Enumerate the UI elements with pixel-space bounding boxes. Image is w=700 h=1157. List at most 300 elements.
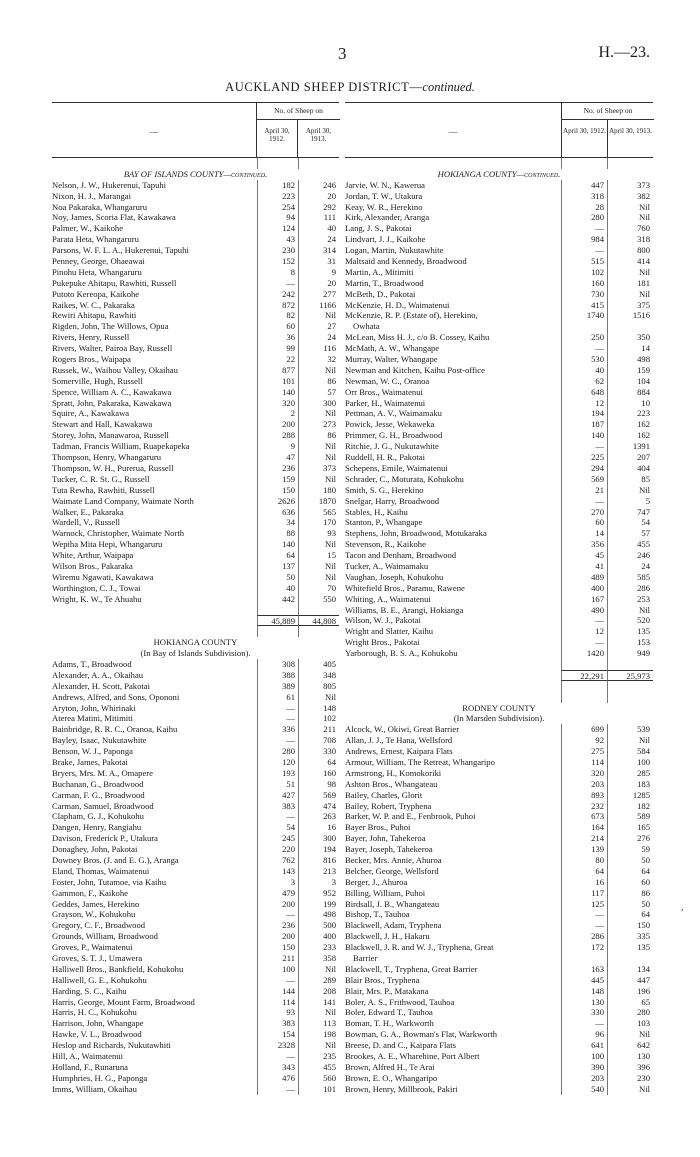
sheep-1913-cell: 135: [607, 942, 653, 953]
sheep-1913-cell: 44,808: [298, 615, 339, 626]
sheep-1912-cell: 203: [561, 1073, 607, 1084]
table-row: [345, 496, 653, 507]
sheep-1912-cell: [561, 681, 607, 692]
table-row: [345, 485, 653, 496]
date-1913-header: April 30, 1913.: [607, 119, 653, 157]
table-row: [345, 256, 653, 267]
sheep-1913-cell: 198: [298, 1029, 339, 1040]
owner-name: Bryers, Mrs. M. A., Omapere: [52, 767, 153, 778]
sheep-1913-cell: 199: [298, 899, 339, 910]
table-row: [345, 594, 653, 605]
sheep-1912-cell: 43: [257, 234, 298, 245]
margin-mark: ,: [681, 902, 684, 912]
owner-name: Geddes, James, Herekino: [52, 898, 140, 909]
table-row: [345, 202, 653, 213]
total-row: [52, 615, 339, 626]
sheep-1913-cell: 273: [298, 419, 339, 430]
sheep-1912-cell: 200: [257, 931, 298, 942]
sheep-1912-cell: 336: [257, 724, 298, 735]
sheep-1912-cell: 254: [257, 202, 298, 213]
sheep-1913-cell: 1166: [298, 300, 339, 311]
owner-name: Lang, J. S., Pakotai: [345, 223, 412, 234]
owner-name: Spence, William A. C., Kawakawa: [52, 386, 172, 397]
owner-name: Foster, John, Tutamoe, via Kaihu: [52, 876, 167, 887]
sheep-1913-cell: 40: [298, 223, 339, 234]
sheep-1912-cell: 16: [561, 877, 607, 888]
table-row: [345, 844, 653, 855]
sheep-1912-cell: —: [257, 713, 298, 724]
table-row: [52, 605, 339, 616]
sheep-1913-cell: 447: [607, 975, 653, 986]
table-row: [52, 855, 339, 866]
table-row: [52, 430, 339, 441]
table-row: [345, 626, 653, 637]
date-1912-header: April 30, 1912.: [256, 119, 297, 157]
sheep-1912-cell: 232: [561, 801, 607, 812]
right-table-body: [345, 158, 653, 1095]
left-table-header: [52, 102, 339, 158]
sheep-1913-cell: 373: [607, 180, 653, 191]
table-row: [345, 376, 653, 387]
sheep-1913-cell: 54: [607, 517, 653, 528]
sheep-1912-cell: 34: [257, 517, 298, 528]
sheep-1913-cell: 64: [298, 757, 339, 768]
name-column-header: —: [149, 126, 159, 136]
sheep-1912-cell: 140: [561, 430, 607, 441]
owner-name: Somerville, Hugh, Russell: [52, 375, 143, 386]
sheep-1912-cell: —: [561, 920, 607, 931]
sheep-1912-cell: 80: [561, 855, 607, 866]
sheep-1912-cell: 383: [257, 801, 298, 812]
sheep-1912-cell: 515: [561, 256, 607, 267]
section-heading: [345, 169, 653, 180]
owner-name: Noa Pakaraka, Whangaruru: [52, 201, 148, 212]
sheep-1912-cell: 28: [561, 202, 607, 213]
sheep-1913-cell: Nil: [298, 1007, 339, 1018]
owner-name: Raikes, W. C., Pakaraka: [52, 299, 135, 310]
sheep-1912-cell: 47: [257, 452, 298, 463]
owner-name: Clapham, G. J., Kohukohu: [52, 811, 144, 822]
sheep-1912-cell: 308: [257, 659, 298, 670]
sheep-1913-cell: 31: [298, 256, 339, 267]
owner-name: Gammon, F., Kaikohe: [52, 887, 128, 898]
table-row: [52, 811, 339, 822]
sheep-1913-cell: 300: [298, 833, 339, 844]
table-row: [52, 724, 339, 735]
sheep-1912-cell: 445: [561, 975, 607, 986]
sheep-1912-cell: 93: [257, 1007, 298, 1018]
owner-name: Allan, J. J., Te Hana, Wellsford: [345, 735, 453, 746]
sheep-1912-cell: [561, 158, 607, 169]
sheep-1912-cell: 476: [257, 1073, 298, 1084]
sheep-1912-cell: 200: [257, 899, 298, 910]
owner-name: Williams, B. E., Arangi, Hokianga: [345, 604, 464, 615]
owner-name: Putoto Kereopa, Kaikohe: [52, 288, 140, 299]
sheep-1913-cell: 498: [607, 354, 653, 365]
table-row: [52, 920, 339, 931]
table-row: [345, 822, 653, 833]
owner-name: Imms, William, Okaihau: [52, 1083, 137, 1094]
sheep-1913-cell: 9: [298, 267, 339, 278]
sheep-1913-cell: 160: [298, 768, 339, 779]
sheep-1913-cell: Nil: [607, 212, 653, 223]
sheep-1912-cell: 117: [561, 888, 607, 899]
sheep-1913-cell: 300: [298, 398, 339, 409]
sheep-1912-cell: 62: [561, 376, 607, 387]
sheep-1913-cell: 170: [298, 517, 339, 528]
sheep-1912-cell: 3: [257, 877, 298, 888]
owner-name: [345, 692, 561, 703]
sheep-1913-cell: Nil: [298, 452, 339, 463]
table-row: [52, 321, 339, 332]
sheep-1913-cell: 24: [298, 234, 339, 245]
sheep-1912-cell: 51: [257, 779, 298, 790]
sheep-1912-cell: 1740: [561, 310, 607, 321]
sheep-1912-cell: 100: [561, 1051, 607, 1062]
sheep-1913-cell: 569: [298, 790, 339, 801]
sheep-1913-cell: 24: [298, 332, 339, 343]
owner-name: Boler, Edward T., Tauhoa: [345, 1007, 433, 1018]
sheep-1912-cell: 2328: [257, 1040, 298, 1051]
sheep-1912-cell: —: [561, 223, 607, 234]
sheep-1912-cell: 99: [257, 343, 298, 354]
sheep-1913-cell: 100: [607, 757, 653, 768]
owner-name: Wardell, V., Russell: [52, 517, 120, 528]
owner-name: Whitefield Bros., Paramu, Rawene: [345, 582, 465, 593]
table-row: [52, 376, 339, 387]
sheep-1913-cell: 952: [298, 888, 339, 899]
sheep-1913-cell: 111: [298, 212, 339, 223]
sheep-1912-cell: 182: [257, 180, 298, 191]
sheep-1912-cell: 194: [561, 408, 607, 419]
owner-name: Stewart and Hall, Kawakawa: [52, 419, 153, 430]
sheep-1912-cell: 214: [561, 833, 607, 844]
sheep-1913-cell: 213: [298, 866, 339, 877]
sheep-1912-cell: 12: [561, 398, 607, 409]
owner-name: [52, 605, 257, 616]
table-row: [52, 1007, 339, 1018]
owner-name: Parata Heta, Whangaruru: [52, 234, 139, 245]
sheep-1912-cell: [561, 321, 607, 332]
sheep-1913-cell: 708: [298, 735, 339, 746]
table-row: [52, 441, 339, 452]
table-row: [345, 180, 653, 191]
owner-name: Wright and Slatter, Kaihu: [345, 626, 434, 637]
owner-name: [345, 670, 561, 681]
table-row: [52, 408, 339, 419]
table-row: [345, 398, 653, 409]
owner-name: Alcock, W., Okiwi, Great Barrier: [345, 724, 460, 735]
sheep-1913-cell: 455: [607, 539, 653, 550]
sheep-1912-cell: 762: [257, 855, 298, 866]
owner-name: Blackwell, J. H., Hakaru: [345, 931, 430, 942]
sheep-1913-cell: 60: [607, 877, 653, 888]
table-row: [345, 507, 653, 518]
table-row: [345, 942, 653, 953]
table-row: [52, 757, 339, 768]
sheep-1912-cell: 877: [257, 365, 298, 376]
table-row: [345, 953, 653, 964]
table-row: [52, 670, 339, 681]
sheep-1912-cell: 143: [257, 866, 298, 877]
owner-name: Tucker, A., Waimamaku: [345, 560, 429, 571]
owner-name: Blair Bros., Tryphena: [345, 974, 420, 985]
owner-name: Jordan, T. W., Utakura: [345, 190, 423, 201]
sheep-1913-cell: 183: [607, 779, 653, 790]
owner-name: Rewiri Ahitapu, Rawhiti: [52, 310, 137, 321]
table-row: [345, 332, 653, 343]
sheep-1912-cell: 114: [257, 997, 298, 1008]
sheep-1913-cell: 116: [298, 343, 339, 354]
sheep-1912-cell: 320: [561, 768, 607, 779]
owner-name: Orr Bros., Waimatenui: [345, 386, 423, 397]
table-row: [345, 888, 653, 899]
sheep-1913-cell: 20: [298, 191, 339, 202]
owner-name: Tucker, C. R. St. G., Russell: [52, 473, 150, 484]
table-row: [52, 822, 339, 833]
sheep-1913-cell: 102: [298, 713, 339, 724]
owner-name: Ritchie, J. G., Nukutawhite: [345, 441, 439, 452]
sheep-1913-cell: [298, 605, 339, 616]
owner-name: Bowman, G. A., Bowman's Flat, Warkworth: [345, 1029, 498, 1040]
sheep-1913-cell: 382: [607, 191, 653, 202]
table-row: [345, 833, 653, 844]
sheep-1912-cell: 14: [561, 528, 607, 539]
table-row: [52, 398, 339, 409]
table-row: [345, 757, 653, 768]
sheep-1913-cell: 16: [298, 822, 339, 833]
sheep-1913-cell: 550: [298, 594, 339, 605]
table-row: [345, 223, 653, 234]
sheep-1912-cell: 447: [561, 180, 607, 191]
sheep-1912-cell: 8: [257, 267, 298, 278]
sheep-1913-cell: 330: [298, 746, 339, 757]
sheep-1913-cell: 400: [298, 931, 339, 942]
sheep-1913-cell: 104: [607, 376, 653, 387]
subdivision-heading: [345, 713, 653, 724]
owner-name: Carman, Samuel, Broadwood: [52, 800, 154, 811]
table-row: [52, 594, 339, 605]
sheep-1912-cell: 388: [257, 670, 298, 681]
owner-name: (In Bay of Islands Subdivision).: [140, 648, 251, 659]
sheep-1912-cell: 389: [257, 681, 298, 692]
sheep-1912-cell: 148: [561, 986, 607, 997]
sheep-1913-cell: 14: [607, 343, 653, 354]
table-row: [345, 408, 653, 419]
table-row: [52, 496, 339, 507]
sheep-1912-cell: 36: [257, 332, 298, 343]
table-row: [345, 212, 653, 223]
sheep-1912-cell: 50: [257, 572, 298, 583]
owner-name: Halliwell, G. E., Kohukohu: [52, 974, 147, 985]
sheep-1912-cell: —: [561, 441, 607, 452]
table-row: [52, 768, 339, 779]
sheep-1912-cell: 100: [257, 964, 298, 975]
left-table: [52, 102, 339, 1095]
sheep-1912-cell: 101: [257, 376, 298, 387]
sheep-1913-cell: 642: [607, 1040, 653, 1051]
owner-name: McMath, A. W., Whangape: [345, 343, 440, 354]
owner-name: Martin, A., Mitimiti: [345, 266, 414, 277]
owner-name: Belcher, George, Wellsford: [345, 865, 439, 876]
table-row: [345, 365, 653, 376]
sheep-1912-cell: 64: [257, 550, 298, 561]
table-row: [345, 659, 653, 670]
sheep-1913-cell: Nil: [607, 485, 653, 496]
owner-name: Ruddell, H. R., Pakotai: [345, 452, 425, 463]
sheep-1912-cell: 648: [561, 387, 607, 398]
sheep-1912-cell: 275: [561, 746, 607, 757]
sheep-1912-cell: —: [257, 735, 298, 746]
owner-name: Holland, F., Runaruna: [52, 1061, 128, 1072]
sheep-1912-cell: —: [561, 343, 607, 354]
sheep-1912-cell: 21: [561, 485, 607, 496]
owner-name: Halliwell Bros., Bankfield, Kohukohu: [52, 963, 184, 974]
sheep-1912-cell: 22,291: [561, 670, 607, 681]
subdivision-heading: [52, 648, 339, 659]
sheep-1912-cell: 45: [561, 550, 607, 561]
sheep-1913-cell: 134: [607, 964, 653, 975]
owner-name: Rogers Bros., Waipapa: [52, 354, 131, 365]
table-row: [345, 387, 653, 398]
owner-name: Bayley, Isaac, Nukutawhite: [52, 735, 147, 746]
page-reference: H.—23.: [598, 44, 650, 61]
owner-name: [345, 659, 561, 670]
owner-name: Harrison, John, Whangape: [52, 1018, 144, 1029]
owner-name: Benson, W. J., Paponga: [52, 746, 133, 757]
sheep-1913-cell: 884: [607, 387, 653, 398]
owner-name: Powick, Jesse, Wekaweka: [345, 419, 435, 430]
table-row: [345, 517, 653, 528]
table-row: [52, 202, 339, 213]
table-row: [345, 191, 653, 202]
owner-name: Stevenson, R., Kaikohe: [345, 539, 426, 550]
sheep-1913-cell: 223: [607, 408, 653, 419]
owner-name: Brake, James, Pakotai: [52, 756, 128, 767]
owner-name: Hill, A., Waimatenui: [52, 1051, 123, 1062]
table-row: [345, 1062, 653, 1073]
table-row: [52, 528, 339, 539]
owner-name: Rivers, Henry, Russell: [52, 332, 130, 343]
sheep-1912-cell: 390: [561, 1062, 607, 1073]
sheep-1913-cell: 135: [607, 626, 653, 637]
section-heading: [345, 703, 653, 714]
owner-name: Ashton Bros., Whangateau: [345, 778, 438, 789]
table-row: [52, 507, 339, 518]
owner-name: Wright Bros., Pakotai: [345, 637, 420, 648]
sheep-1913-cell: Nil: [298, 964, 339, 975]
sheep-1913-cell: Nil: [607, 267, 653, 278]
sheep-1912-cell: 130: [561, 997, 607, 1008]
table-row: [345, 539, 653, 550]
table-row: [345, 354, 653, 365]
owner-name: Russek, W., Waihou Valley, Okaihau: [52, 364, 178, 375]
table-row: [52, 278, 339, 289]
sheep-1913-cell: [607, 692, 653, 703]
sheep-1912-cell: 164: [561, 822, 607, 833]
sheep-1912-cell: 356: [561, 539, 607, 550]
sheep-1913-cell: 27: [298, 321, 339, 332]
table-row: [345, 300, 653, 311]
sheep-1913-cell: Nil: [607, 289, 653, 300]
sheep-1913-cell: 3: [298, 877, 339, 888]
sheep-1913-cell: 113: [298, 1018, 339, 1029]
table-row: [345, 474, 653, 485]
sheep-1912-cell: 540: [561, 1084, 607, 1095]
owner-name: [345, 158, 561, 169]
sheep-1912-cell: 250: [561, 332, 607, 343]
owner-name: Stables, H., Kaihu: [345, 506, 408, 517]
sheep-1913-cell: 5: [607, 496, 653, 507]
owner-name: Wiremu Ngawati, Kawakawa: [52, 571, 154, 582]
owner-name: Primmer, G. H., Broadwood: [345, 430, 443, 441]
sheep-1913-cell: Nil: [298, 1040, 339, 1051]
sheep-1913-cell: 32: [298, 354, 339, 365]
table-row: [52, 779, 339, 790]
owner-name: Schepens, Emile, Waimatenui: [345, 462, 448, 473]
sheep-1912-cell: 150: [257, 485, 298, 496]
table-row: [345, 811, 653, 822]
sheep-1912-cell: 124: [257, 223, 298, 234]
table-row: [345, 986, 653, 997]
owner-name: Grayson, W., Kohukohu: [52, 909, 136, 920]
sheep-1912-cell: 286: [561, 931, 607, 942]
sheep-1912-cell: —: [257, 1051, 298, 1062]
sheep-1912-cell: 9: [257, 441, 298, 452]
sheep-1913-cell: 800: [607, 245, 653, 256]
sheep-1912-cell: 64: [561, 866, 607, 877]
table-row: [52, 310, 339, 321]
table-row: [345, 1040, 653, 1051]
owner-name: HOKIANGA COUNTY: [153, 637, 238, 648]
table-row: [345, 855, 653, 866]
owner-name: Pukepuke Ahitapu, Rawhiti, Russell: [52, 277, 177, 288]
sheep-1912-cell: 60: [561, 517, 607, 528]
owner-name: Breese, D. and C., Kaipara Flats: [345, 1040, 456, 1051]
table-row: [345, 430, 653, 441]
sheep-1912-cell: 288: [257, 430, 298, 441]
sheep-1913-cell: Nil: [298, 561, 339, 572]
sheep-1912-cell: 114: [561, 757, 607, 768]
sheep-1912-cell: 200: [257, 419, 298, 430]
sheep-1912-cell: 280: [257, 746, 298, 757]
sheep-1912-cell: 94: [257, 212, 298, 223]
table-row: [345, 278, 653, 289]
name-column-header: —: [448, 126, 458, 136]
sheep-1913-cell: Nil: [298, 408, 339, 419]
table-row: [52, 888, 339, 899]
title-main: AUCKLAND SHEEP DISTRICT—: [225, 80, 423, 94]
sheep-1913-cell: 292: [298, 202, 339, 213]
table-row: [345, 975, 653, 986]
sheep-1913-cell: 314: [298, 245, 339, 256]
sheep-1913-cell: 98: [298, 779, 339, 790]
sheep-1912-cell: 2626: [257, 496, 298, 507]
sheep-1912-cell: 40: [257, 583, 298, 594]
sheep-1913-cell: 196: [607, 986, 653, 997]
owner-name: [345, 681, 561, 692]
sheep-1913-cell: 50: [607, 899, 653, 910]
owner-name: Boler, A. S., Frithwood, Tauhoa: [345, 996, 455, 1007]
table-row: [52, 899, 339, 910]
table-row: [345, 964, 653, 975]
table-row: [52, 735, 339, 746]
owner-name: Maltsaid and Kennedy, Broadwood: [345, 256, 467, 267]
owner-name: Noy, James, Scoria Flat, Kawakawa: [52, 212, 176, 223]
owner-name: Murray, Walter, Whangape: [345, 354, 438, 365]
owner-name: Groves, S. T. J., Umawera: [52, 953, 143, 964]
sheep-1912-cell: 82: [257, 310, 298, 321]
